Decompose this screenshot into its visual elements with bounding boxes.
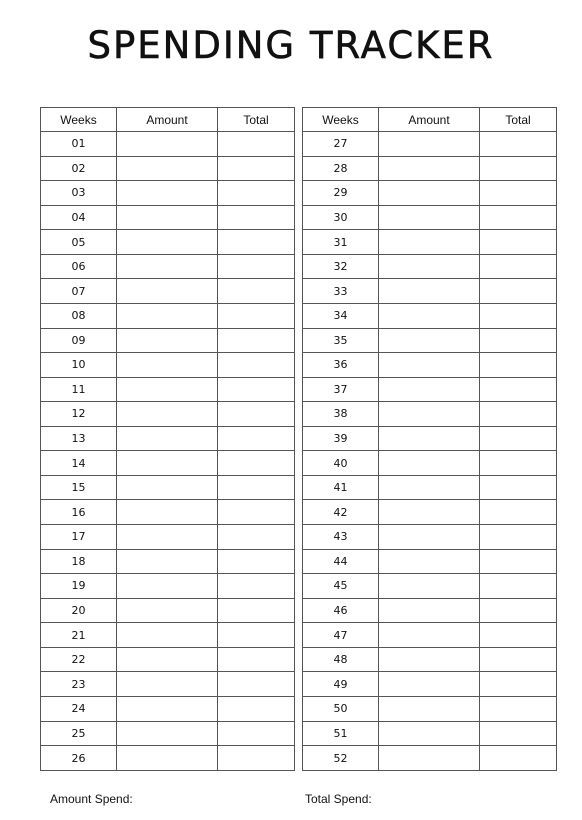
total-cell[interactable]: [480, 672, 557, 697]
table-row: [41, 623, 295, 648]
amount-cell[interactable]: [379, 721, 480, 746]
amount-cell[interactable]: [117, 132, 218, 157]
amount-header: Amount: [117, 108, 218, 132]
total-cell[interactable]: [218, 696, 295, 721]
table-row: [303, 721, 557, 746]
week-number: 37: [303, 377, 379, 402]
amount-cell[interactable]: [379, 132, 480, 157]
amount-cell[interactable]: [379, 672, 480, 697]
amount-cell[interactable]: [379, 230, 480, 255]
amount-cell[interactable]: [379, 254, 480, 279]
amount-cell[interactable]: [117, 426, 218, 451]
amount-cell[interactable]: [117, 549, 218, 574]
table-row: [303, 746, 557, 771]
table-row: [303, 500, 557, 525]
total-cell[interactable]: [218, 353, 295, 378]
total-cell[interactable]: [218, 451, 295, 476]
total-cell[interactable]: [218, 254, 295, 279]
table-row: [41, 549, 295, 574]
total-cell[interactable]: [218, 525, 295, 550]
table-row: [41, 156, 295, 181]
week-number: 49: [303, 672, 379, 697]
table-header-row: [303, 108, 557, 132]
total-cell[interactable]: [218, 279, 295, 304]
table-row: [41, 279, 295, 304]
total-cell[interactable]: [480, 328, 557, 353]
total-cell[interactable]: [480, 426, 557, 451]
amount-header: Amount: [379, 108, 480, 132]
total-cell[interactable]: [218, 132, 295, 157]
amount-cell[interactable]: [117, 525, 218, 550]
week-number: 20: [41, 598, 117, 623]
total-cell[interactable]: [480, 525, 557, 550]
table-row: [41, 402, 295, 427]
week-number: 05: [41, 230, 117, 255]
amount-cell[interactable]: [117, 279, 218, 304]
week-number: 33: [303, 279, 379, 304]
table-row: [303, 426, 557, 451]
amount-cell[interactable]: [379, 475, 480, 500]
total-header: Total: [480, 108, 557, 132]
table-row: [303, 598, 557, 623]
table-row: [41, 475, 295, 500]
amount-cell[interactable]: [117, 254, 218, 279]
week-number: 16: [41, 500, 117, 525]
total-cell[interactable]: [218, 402, 295, 427]
amount-cell[interactable]: [117, 205, 218, 230]
week-number: 14: [41, 451, 117, 476]
week-number: 18: [41, 549, 117, 574]
total-cell[interactable]: [218, 721, 295, 746]
week-number: 25: [41, 721, 117, 746]
total-cell[interactable]: [218, 205, 295, 230]
week-number: 02: [41, 156, 117, 181]
week-number: 15: [41, 475, 117, 500]
amount-cell[interactable]: [379, 500, 480, 525]
week-number: 51: [303, 721, 379, 746]
total-cell[interactable]: [218, 181, 295, 206]
amount-cell[interactable]: [117, 181, 218, 206]
amount-cell[interactable]: [117, 377, 218, 402]
weeks-table-right: [302, 107, 557, 771]
total-cell[interactable]: [480, 746, 557, 771]
table-row: [303, 254, 557, 279]
amount-cell[interactable]: [379, 647, 480, 672]
week-number: 47: [303, 623, 379, 648]
amount-cell[interactable]: [379, 623, 480, 648]
week-number: 10: [41, 353, 117, 378]
total-cell[interactable]: [480, 181, 557, 206]
table-row: [303, 156, 557, 181]
table-row: [41, 181, 295, 206]
week-number: 44: [303, 549, 379, 574]
total-cell[interactable]: [480, 598, 557, 623]
table-row: [41, 377, 295, 402]
total-cell[interactable]: [218, 623, 295, 648]
total-cell[interactable]: [480, 230, 557, 255]
amount-cell[interactable]: [117, 156, 218, 181]
week-number: 22: [41, 647, 117, 672]
amount-cell[interactable]: [117, 230, 218, 255]
week-number: 17: [41, 525, 117, 550]
amount-cell[interactable]: [117, 696, 218, 721]
week-number: 26: [41, 746, 117, 771]
week-number: 50: [303, 696, 379, 721]
week-number: 45: [303, 574, 379, 599]
total-cell[interactable]: [480, 205, 557, 230]
table-row: [41, 672, 295, 697]
table-row: [41, 746, 295, 771]
table-row: [303, 402, 557, 427]
table-row: [303, 181, 557, 206]
week-number: 13: [41, 426, 117, 451]
amount-cell[interactable]: [117, 402, 218, 427]
page-title: SPENDING TRACKER: [87, 24, 495, 67]
table-row: [303, 525, 557, 550]
amount-cell[interactable]: [379, 181, 480, 206]
amount-cell[interactable]: [379, 328, 480, 353]
amount-cell[interactable]: [379, 525, 480, 550]
week-number: 12: [41, 402, 117, 427]
table-row: [303, 647, 557, 672]
week-number: 24: [41, 696, 117, 721]
table-header-row: [41, 108, 295, 132]
total-cell[interactable]: [218, 647, 295, 672]
week-number: 07: [41, 279, 117, 304]
table-row: [303, 377, 557, 402]
amount-cell[interactable]: [379, 353, 480, 378]
table-row: [41, 721, 295, 746]
amount-cell[interactable]: [117, 598, 218, 623]
amount-cell[interactable]: [117, 672, 218, 697]
total-cell[interactable]: [218, 549, 295, 574]
amount-cell[interactable]: [379, 598, 480, 623]
total-cell[interactable]: [218, 328, 295, 353]
total-cell[interactable]: [480, 132, 557, 157]
amount-cell[interactable]: [379, 696, 480, 721]
amount-cell[interactable]: [379, 402, 480, 427]
table-row: [41, 303, 295, 328]
table-row: [303, 623, 557, 648]
amount-cell[interactable]: [379, 156, 480, 181]
week-number: 39: [303, 426, 379, 451]
total-cell[interactable]: [480, 549, 557, 574]
total-cell[interactable]: [480, 451, 557, 476]
week-number: 43: [303, 525, 379, 550]
table-row: [41, 205, 295, 230]
week-number: 29: [303, 181, 379, 206]
total-cell[interactable]: [218, 426, 295, 451]
table-row: [41, 230, 295, 255]
weeks-table-left: [40, 107, 295, 771]
total-cell[interactable]: [218, 156, 295, 181]
total-cell[interactable]: [218, 598, 295, 623]
week-number: 11: [41, 377, 117, 402]
total-cell[interactable]: [480, 254, 557, 279]
amount-cell[interactable]: [117, 574, 218, 599]
week-number: 09: [41, 328, 117, 353]
week-number: 27: [303, 132, 379, 157]
total-cell[interactable]: [218, 574, 295, 599]
table-row: [41, 328, 295, 353]
amount-cell[interactable]: [117, 353, 218, 378]
table-row: [41, 254, 295, 279]
total-cell[interactable]: [218, 746, 295, 771]
amount-cell[interactable]: [117, 328, 218, 353]
amount-cell[interactable]: [117, 623, 218, 648]
total-cell[interactable]: [218, 500, 295, 525]
amount-cell[interactable]: [379, 426, 480, 451]
total-cell[interactable]: [218, 303, 295, 328]
table-row: [303, 132, 557, 157]
week-number: 06: [41, 254, 117, 279]
week-number: 35: [303, 328, 379, 353]
week-number: 48: [303, 647, 379, 672]
week-number: 38: [303, 402, 379, 427]
amount-cell[interactable]: [379, 549, 480, 574]
table-row: [41, 426, 295, 451]
table-row: [303, 696, 557, 721]
amount-cell[interactable]: [117, 451, 218, 476]
table-row: [303, 451, 557, 476]
amount-cell[interactable]: [117, 303, 218, 328]
total-cell[interactable]: [480, 279, 557, 304]
table-row: [41, 353, 295, 378]
table-row: [303, 279, 557, 304]
amount-cell[interactable]: [379, 746, 480, 771]
table-row: [41, 574, 295, 599]
table-row: [303, 475, 557, 500]
total-cell[interactable]: [480, 721, 557, 746]
week-number: 30: [303, 205, 379, 230]
total-cell[interactable]: [480, 500, 557, 525]
amount-cell[interactable]: [117, 647, 218, 672]
table-row: [41, 525, 295, 550]
amount-cell[interactable]: [117, 500, 218, 525]
amount-cell[interactable]: [117, 721, 218, 746]
week-number: 28: [303, 156, 379, 181]
amount-cell[interactable]: [379, 279, 480, 304]
week-number: 52: [303, 746, 379, 771]
week-number: 42: [303, 500, 379, 525]
amount-cell[interactable]: [379, 377, 480, 402]
week-number: 31: [303, 230, 379, 255]
total-cell[interactable]: [480, 377, 557, 402]
table-row: [41, 696, 295, 721]
total-cell[interactable]: [480, 574, 557, 599]
total-header: Total: [218, 108, 295, 132]
week-number: 32: [303, 254, 379, 279]
weeks-header: Weeks: [303, 108, 379, 132]
total-cell[interactable]: [218, 672, 295, 697]
amount-spend-label: Amount Spend:: [50, 792, 133, 806]
total-cell[interactable]: [480, 303, 557, 328]
total-cell[interactable]: [480, 353, 557, 378]
week-number: 46: [303, 598, 379, 623]
table-row: [303, 303, 557, 328]
week-number: 04: [41, 205, 117, 230]
amount-cell[interactable]: [379, 574, 480, 599]
week-number: 01: [41, 132, 117, 157]
amount-cell[interactable]: [379, 205, 480, 230]
weeks-header: Weeks: [41, 108, 117, 132]
week-number: 36: [303, 353, 379, 378]
total-cell[interactable]: [480, 696, 557, 721]
amount-cell[interactable]: [117, 746, 218, 771]
amount-cell[interactable]: [117, 475, 218, 500]
table-row: [41, 500, 295, 525]
total-cell[interactable]: [480, 623, 557, 648]
week-number: 23: [41, 672, 117, 697]
total-cell[interactable]: [480, 647, 557, 672]
week-number: 21: [41, 623, 117, 648]
amount-cell[interactable]: [379, 451, 480, 476]
total-cell[interactable]: [480, 156, 557, 181]
table-row: [303, 328, 557, 353]
total-cell[interactable]: [480, 475, 557, 500]
total-cell[interactable]: [218, 475, 295, 500]
table-row: [303, 574, 557, 599]
table-row: [41, 451, 295, 476]
total-spend-label: Total Spend:: [305, 792, 372, 806]
table-row: [41, 647, 295, 672]
total-cell[interactable]: [480, 402, 557, 427]
week-number: 41: [303, 475, 379, 500]
table-row: [303, 672, 557, 697]
week-number: 40: [303, 451, 379, 476]
table-row: [303, 205, 557, 230]
table-row: [303, 230, 557, 255]
week-number: 34: [303, 303, 379, 328]
table-row: [303, 353, 557, 378]
amount-cell[interactable]: [379, 303, 480, 328]
table-row: [41, 132, 295, 157]
table-row: [303, 549, 557, 574]
week-number: 19: [41, 574, 117, 599]
week-number: 08: [41, 303, 117, 328]
total-cell[interactable]: [218, 377, 295, 402]
week-number: 03: [41, 181, 117, 206]
total-cell[interactable]: [218, 230, 295, 255]
table-row: [41, 598, 295, 623]
